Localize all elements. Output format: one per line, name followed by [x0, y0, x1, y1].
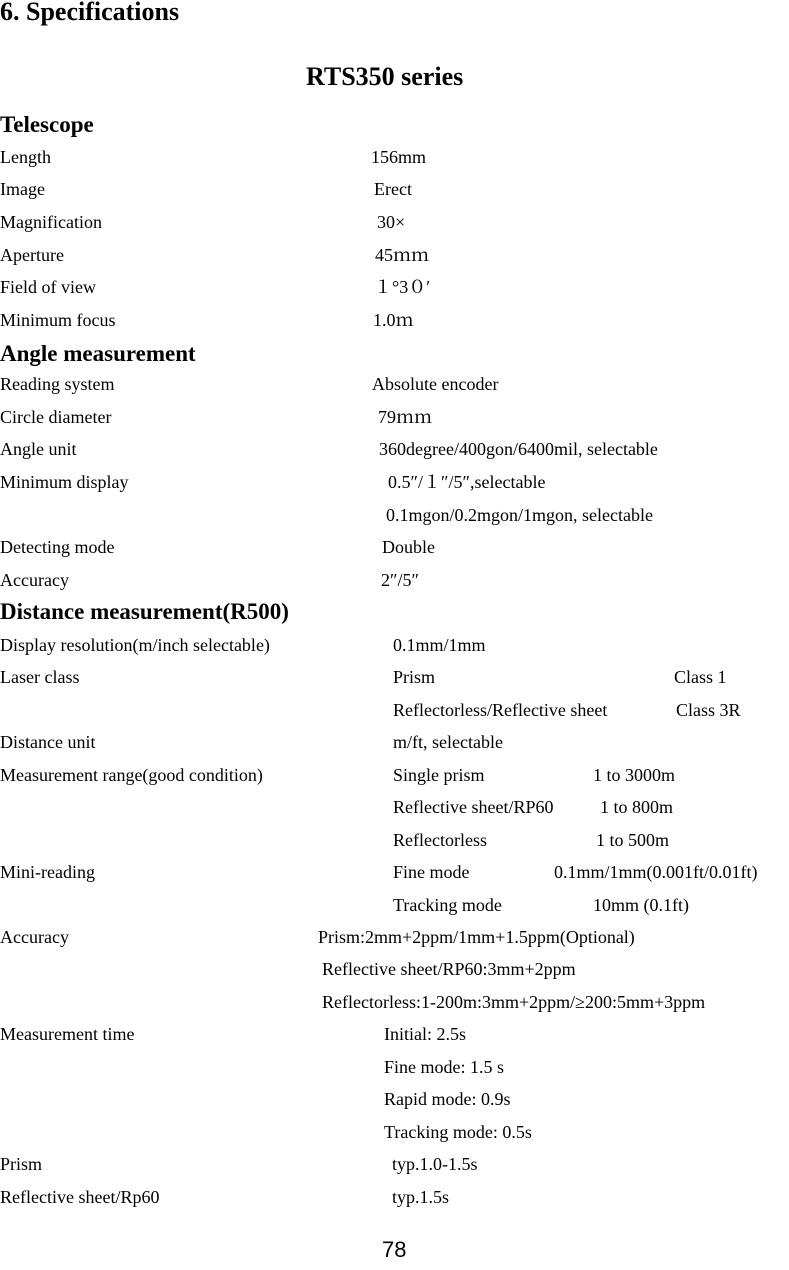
aperture-value: 45ｍｍ [375, 245, 429, 265]
prism-label: Prism [0, 1154, 43, 1174]
angle-accuracy-label: Accuracy [0, 570, 69, 590]
angle-unit-label: Angle unit [0, 439, 77, 459]
magnification-label: Magnification [0, 212, 102, 232]
magnification-value: 30× [377, 212, 406, 232]
distance-accuracy-line-2: Reflective sheet/RP60:3mm+2ppm [322, 959, 576, 979]
distance-accuracy-line-3: Reflectorless:1-200m:3mm+2ppm/≥200:5mm+3ppm [322, 992, 706, 1012]
image-value: Erect [374, 179, 412, 199]
display-resolution-value: 0.1mm/1mm [393, 635, 486, 655]
laser-class-value-prism: Class 1 [674, 667, 727, 687]
range-value-single-prism: 1 to 3000m [593, 765, 676, 785]
laser-class-target-prism: Prism [393, 667, 436, 687]
range-target-single-prism: Single prism [393, 765, 485, 785]
reflective-sheet-label: Reflective sheet/Rp60 [0, 1187, 160, 1207]
range-target-reflectorless: Reflectorless [393, 830, 487, 850]
minimum-display-label: Minimum display [0, 472, 129, 492]
mini-reading-label: Mini-reading [0, 862, 95, 882]
angle-accuracy-value: 2″/5″ [381, 570, 419, 590]
measurement-time-label: Measurement time [0, 1024, 135, 1044]
measurement-time-line-4: Tracking mode: 0.5s [384, 1122, 532, 1142]
circle-diameter-value: 79ｍｍ [378, 407, 432, 427]
detecting-mode-label: Detecting mode [0, 537, 115, 557]
reading-system-label: Reading system [0, 374, 115, 394]
angle-heading: Angle measurement [0, 341, 196, 366]
mini-reading-value-tracking: 10mm (0.1ft) [593, 895, 689, 915]
distance-unit-value: m/ft, selectable [393, 732, 503, 752]
aperture-label: Aperture [0, 245, 64, 265]
measurement-time-line-1: Initial: 2.5s [384, 1024, 466, 1044]
prism-value: typ.1.0-1.5s [392, 1154, 478, 1174]
page-number: 78 [382, 1237, 407, 1262]
range-value-reflective-sheet: 1 to 800m [600, 797, 674, 817]
laser-class-value-reflectorless: Class 3R [676, 700, 741, 720]
display-resolution-label: Display resolution(m/inch selectable) [0, 635, 270, 655]
laser-class-target-reflectorless: Reflectorless/Reflective sheet [393, 700, 608, 720]
mini-reading-target-fine: Fine mode [393, 862, 470, 882]
distance-accuracy-label: Accuracy [0, 927, 69, 947]
measurement-time-line-2: Fine mode: 1.5 s [384, 1057, 504, 1077]
image-label: Image [0, 179, 45, 199]
measurement-range-label: Measurement range(good condition) [0, 765, 263, 785]
field-of-view-label: Field of view [0, 277, 96, 297]
circle-diameter-label: Circle diameter [0, 407, 112, 427]
minimum-focus-label: Minimum focus [0, 310, 116, 330]
detecting-mode-value: Double [382, 537, 435, 557]
section-heading: 6. Specifications [0, 0, 180, 26]
reflective-sheet-value: typ.1.5s [392, 1187, 450, 1207]
laser-class-label: Laser class [0, 667, 80, 687]
mini-reading-target-tracking: Tracking mode [393, 895, 502, 915]
length-label: Length [0, 147, 51, 167]
field-of-view-value: １°3０′ [374, 277, 431, 297]
minimum-focus-value: 1.0ｍ [373, 310, 414, 330]
measurement-time-line-3: Rapid mode: 0.9s [384, 1089, 511, 1109]
minimum-display-value-1: 0.5″/１″/5″,selectable [388, 472, 546, 492]
telescope-heading: Telescope [0, 112, 94, 137]
series-title: RTS350 series [306, 62, 464, 91]
range-target-reflective-sheet: Reflective sheet/RP60 [393, 797, 554, 817]
length-value: 156mm [371, 147, 427, 167]
distance-heading: Distance measurement(R500) [0, 599, 289, 624]
angle-unit-value: 360degree/400gon/6400mil, selectable [379, 439, 658, 459]
mini-reading-value-fine: 0.1mm/1mm(0.001ft/0.01ft) [554, 862, 758, 882]
range-value-reflectorless: 1 to 500m [596, 830, 670, 850]
distance-unit-label: Distance unit [0, 732, 96, 752]
distance-accuracy-line-1: Prism:2mm+2ppm/1mm+1.5ppm(Optional) [318, 927, 635, 947]
reading-system-value: Absolute encoder [372, 374, 499, 394]
minimum-display-value-2: 0.1mgon/0.2mgon/1mgon, selectable [386, 505, 653, 525]
